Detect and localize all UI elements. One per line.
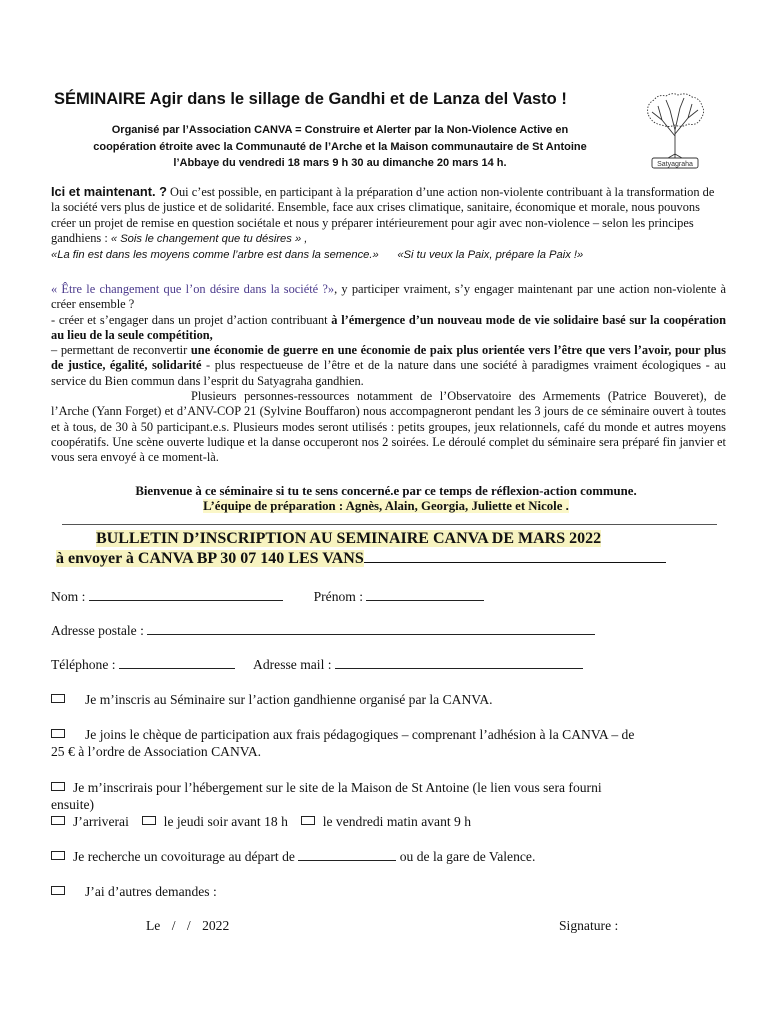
telephone-field[interactable] [119, 656, 235, 669]
gandhi-quote-1: « Sois le changement que tu désires » , [110, 232, 308, 245]
goals-quote: « Être le changement que l’on désire dans la société ?» [51, 282, 335, 296]
welcome-block [51, 484, 721, 514]
gandhi-quote-2: «La fin est dans les moyens comme l’arbre est dans la semence.» [51, 249, 379, 262]
address-underline [364, 548, 666, 563]
other-requests-checkbox[interactable] [51, 886, 65, 895]
contact-row [51, 656, 583, 673]
option-payment-row [51, 726, 634, 760]
organizer-info [50, 122, 630, 172]
lodging-checkbox[interactable] [51, 782, 65, 791]
address-row [51, 622, 595, 639]
signature-field[interactable]: Signature : [559, 918, 619, 933]
option-payment-line-2: 25 € à l’ordre de Association CANVA. [51, 744, 262, 759]
adresse-field[interactable] [147, 622, 595, 635]
goal-item-2-bold: une économie de guerre en une économie de paix plus orientée vers l’être que vers l’avoir, pour plus de justice, égalité, solidarité [51, 343, 726, 373]
payment-checkbox[interactable] [51, 729, 65, 738]
nom-label: Nom : [51, 589, 86, 604]
friday-checkbox[interactable] [301, 816, 315, 825]
carpool-departure-field[interactable] [298, 848, 396, 861]
page-title: SÉMINAIRE Agir dans le sillage de Gandhi et de Lanza del Vasto ! [54, 90, 567, 108]
carpool-checkbox[interactable] [51, 851, 65, 860]
seminar-checkbox[interactable] [51, 694, 65, 703]
prenom-field[interactable] [366, 588, 484, 601]
goals-after-quote: , y participer vraiment, s’y engager maintenant par une action non-violente à créer ensemble ? [51, 282, 726, 312]
resources-paragraph: Plusieurs personnes-ressources notamment de l’Observatoire des Armements (Patrice Bouveret), de l’Arche (Yann Forget) et d’ANV-COP 21 (Sylvine Bouffaron) nous accompagneront pendant les 3 jours de ce séminaire ouvert à toutes et à tous, de 30 à 50 participant.e.s. Plusieurs modes seront utilisés : petits groupes, jeux relationnels, café du monde et autres moyens coopératifs. Une scène ouverte ludique et la danse occuperont nos 2 soirées. Le déroulé complet du séminaire sera préparé fin janvier et vous sera envoyé à ce moment-là. [51, 389, 726, 465]
option-lodging-line-2: ensuite) [51, 797, 95, 812]
intro-text: Oui c’est possible, en participant à la préparation d’une action non-violente contribuant à la transformation de la société vers plus de justice et de solidarité. Ensemble, face aux crises climatique, sanitaire, économique et morale, nous pouvons créer un projet de remise en question sociétale et nous y préparer intérieurement pour agir avec non-violence – selon les principes gandhiens : [51, 185, 715, 245]
section-divider [62, 524, 717, 525]
option-seminar-row [51, 691, 493, 708]
arrival-friday-label: le vendredi matin avant 9 h [322, 814, 472, 829]
svg-text:Satyagraha: Satyagraha [657, 161, 693, 168]
satyagraha-tree-logo [640, 92, 710, 170]
goal-item-1-bold: à l’émergence d’un nouveau mode de vie solidaire basé sur la coopération au lieu de la seule compétition, [51, 312, 726, 342]
bulletin-header [56, 529, 676, 568]
other-requests-label: J’ai d’autres demandes : [85, 884, 217, 899]
arrival-label: J’arriverai [73, 814, 129, 829]
goals-paragraph [51, 282, 726, 466]
intro-paragraph [51, 184, 726, 263]
option-seminar-label: Je m’inscris au Séminaire sur l’action gandhienne organisé par la CANVA. [85, 692, 493, 707]
bulletin-address: à envoyer à CANVA BP 30 07 140 LES VANS [56, 550, 364, 567]
organizer-line-2: coopération étroite avec la Communauté de l’Arche et la Maison communautaire de St Antoine [93, 140, 587, 153]
name-row [51, 588, 484, 605]
option-payment-line-1: Je joins le chèque de participation aux frais pédagogiques – comprenant l’adhésion à la CANVA – de [85, 727, 635, 742]
goal-item-1-start: - créer et s’engager dans un projet d’action contribuant [51, 312, 328, 327]
preparation-team: L’équipe de préparation : Agnès, Alain, Georgia, Juliette et Nicole . [203, 499, 569, 513]
intro-lead: Ici et maintenant. ? [51, 184, 167, 199]
mail-label: Adresse mail : [253, 657, 332, 672]
mail-field[interactable] [335, 656, 583, 669]
gandhi-quote-3: «Si tu veux la Paix, prépare la Paix !» [397, 249, 584, 262]
organizer-line-3: l’Abbaye du vendredi 18 mars 9 h 30 au dimanche 20 mars 14 h. [173, 157, 507, 169]
arrival-checkbox[interactable] [51, 816, 65, 825]
option-lodging-line-1: Je m’inscrirais pour l’hébergement sur le site de la Maison de St Antoine (le lien vous sera fourni [73, 780, 602, 795]
date-field[interactable]: Le / / 2022 [146, 918, 230, 933]
nom-field[interactable] [89, 588, 283, 601]
thursday-checkbox[interactable] [142, 816, 156, 825]
tree-icon [640, 92, 710, 170]
organizer-line-1: Organisé par l’Association CANVA = Construire et Alerter par la Non-Violence Active en [111, 124, 569, 136]
telephone-label: Téléphone : [51, 657, 116, 672]
carpool-label-end: ou de la gare de Valence. [399, 849, 536, 864]
prenom-label: Prénom : [313, 589, 364, 604]
arrival-thursday-label: le jeudi soir avant 18 h [163, 814, 288, 829]
adresse-label: Adresse postale : [51, 623, 144, 638]
other-requests-row [51, 883, 217, 900]
welcome-line: Bienvenue à ce séminaire si tu te sens concerné.e par ce temps de réflexion-action commune. [135, 484, 637, 498]
carpool-label-start: Je recherche un covoiturage au départ de [73, 849, 295, 864]
option-lodging-row [51, 779, 602, 830]
carpool-row [51, 848, 535, 865]
bulletin-title: BULLETIN D’INSCRIPTION AU SEMINAIRE CANVA DE MARS 2022 [96, 530, 602, 547]
goal-item-2-end: - plus respectueuse de l’être et de la nature dans une société à paradigmes vraiment écologiques - au service du Bien commun dans l’esprit du Satyagraha gandhien. [51, 358, 726, 388]
goal-item-2-start: – permettant de reconvertir [51, 343, 188, 358]
